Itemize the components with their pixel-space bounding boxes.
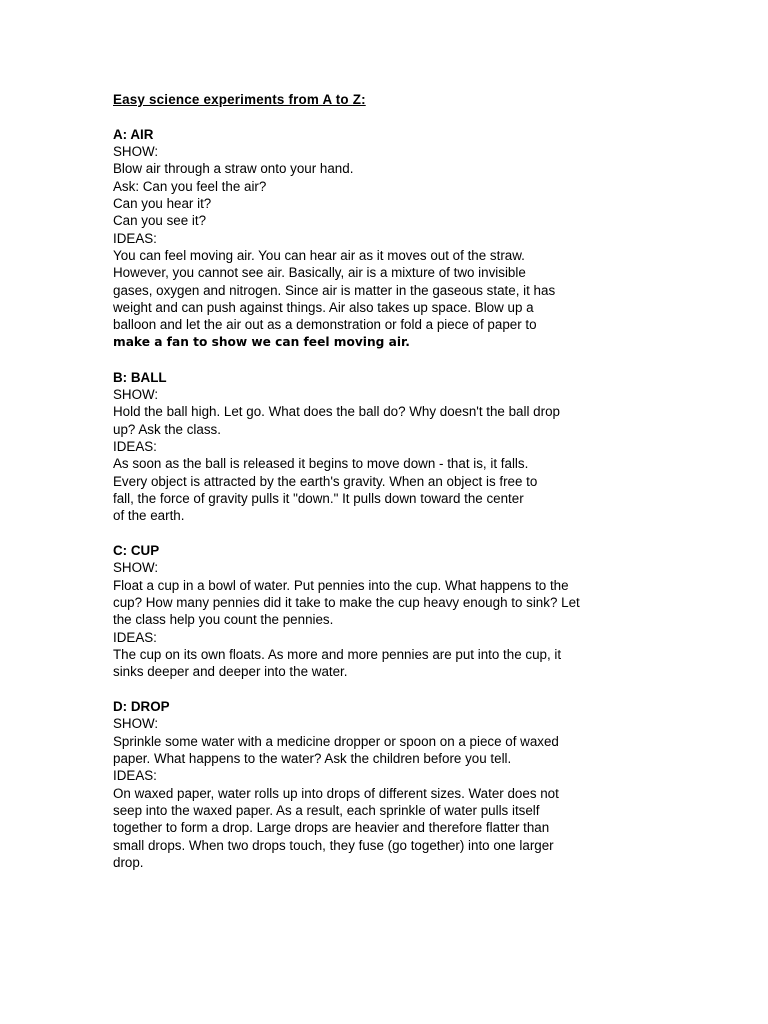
ideas-line: The cup on its own floats. As more and more pennies are put into the cup, it [113, 647, 562, 662]
ideas-line: small drops. When two drops touch, they fuse (go together) into one larger [113, 837, 554, 853]
show-line: Ask: Can you feel the air? [113, 178, 267, 194]
ideas-line: drop. [113, 855, 144, 871]
document-page [113, 91, 653, 871]
ideas-bold-line: make a fan to show we can feel moving air. [113, 334, 410, 349]
ideas-label: IDEAS: [113, 438, 157, 454]
spacer [113, 108, 653, 125]
ideas-line: Every object is attracted by the earth's gravity. When an object is free to [113, 473, 538, 489]
show-line: Hold the ball high. Let go. What does the ball do? Why doesn't the ball drop [113, 404, 560, 420]
ideas-line: You can feel moving air. You can hear air as it moves out of the straw. [113, 248, 525, 264]
show-line: the class help you count the pennies. [113, 612, 334, 628]
spacer [113, 681, 653, 698]
ideas-line: On waxed paper, water rolls up into drops of different sizes. Water does not [113, 785, 559, 801]
section-drop [113, 698, 653, 871]
spacer [113, 351, 653, 368]
section-heading: B: BALL [113, 369, 167, 385]
show-label: SHOW: [113, 386, 159, 402]
ideas-line: sinks deeper and deeper into the water. [113, 664, 348, 680]
ideas-line: of the earth. [113, 508, 185, 524]
section-air [113, 126, 653, 351]
show-label: SHOW: [113, 716, 159, 732]
show-label: SHOW: [113, 560, 159, 576]
section-heading: D: DROP [113, 699, 170, 715]
show-line: Blow air through a straw onto your hand. [113, 161, 354, 177]
ideas-line: together to form a drop. Large drops are heavier and therefore flatter than [113, 820, 550, 836]
section-heading: C: CUP [113, 542, 160, 558]
show-line: up? Ask the class. [113, 421, 221, 437]
ideas-line: As soon as the ball is released it begins to move down - that is, it falls. [113, 456, 529, 472]
show-line: Sprinkle some water with a medicine dropper or spoon on a piece of waxed [113, 733, 559, 749]
spacer [113, 525, 653, 542]
ideas-line: However, you cannot see air. Basically, air is a mixture of two invisible [113, 265, 526, 281]
ideas-line: seep into the waxed paper. As a result, each sprinkle of water pulls itself [113, 803, 540, 819]
ideas-line: fall, the force of gravity pulls it "down." It pulls down toward the center [113, 490, 524, 506]
ideas-line: gases, oxygen and nitrogen. Since air is matter in the gaseous state, it has [113, 282, 556, 298]
ideas-line: weight and can push against things. Air also takes up space. Blow up a [113, 300, 534, 316]
document-title: Easy science experiments from A to Z: [113, 92, 366, 107]
show-line: Float a cup in a bowl of water. Put pennies into the cup. What happens to the [113, 577, 569, 593]
show-line: paper. What happens to the water? Ask the children before you tell. [113, 751, 512, 767]
section-ball [113, 369, 653, 525]
show-line: Can you see it? [113, 213, 207, 229]
ideas-label: IDEAS: [113, 629, 157, 645]
section-cup [113, 542, 653, 681]
show-line: cup? How many pennies did it take to make the cup heavy enough to sink? Let [113, 594, 580, 610]
ideas-line: balloon and let the air out as a demonstration or fold a piece of paper to [113, 317, 537, 333]
show-line: Can you hear it? [113, 196, 212, 212]
ideas-label: IDEAS: [113, 768, 157, 784]
show-label: SHOW: [113, 144, 159, 160]
section-heading: A: AIR [113, 126, 154, 142]
ideas-label: IDEAS: [113, 230, 157, 246]
